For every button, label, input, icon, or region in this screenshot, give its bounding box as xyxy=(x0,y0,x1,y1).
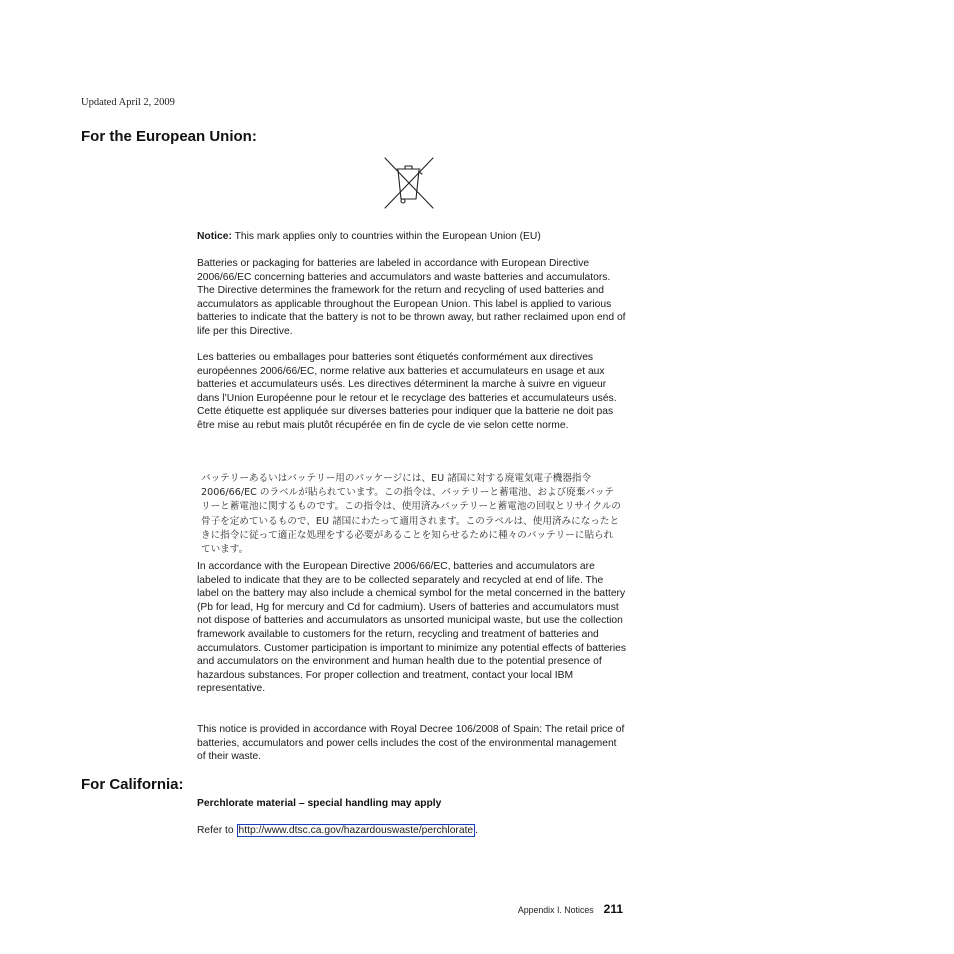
spain-decree-paragraph: This notice is provided in accordance with Royal Decree 106/2008 of Spain: The retail price of batteries, accumulators and power cells includes the cost of the environmental management of their waste. xyxy=(197,724,625,763)
california-heading: For California: xyxy=(81,776,184,793)
perchlorate-link[interactable]: http://www.dtsc.ca.gov/hazardouswaste/perchlorate xyxy=(238,825,474,836)
refer-line xyxy=(197,825,478,836)
refer-prefix: Refer to xyxy=(197,825,237,836)
eu-directive-paragraph-en: Batteries or packaging for batteries are labeled in accordance with European Directive 2006/66/EC concerning batteries and accumulators and waste batteries and accumulators. The Directive determines the framework for the return and recycling of used batteries and accumulators as applicable throughout the European Union. This label is applied to various batteries to indicate that the battery is not to be thrown away, but rather reclaimed upon end of life per this Directive. xyxy=(197,258,626,337)
page-number: 211 xyxy=(603,902,623,916)
eu-directive-paragraph-jp: バッテリーあるいはバッテリー用のパッケージには、EU 諸国に対する廃電気電子機器指令 2006/66/EC のラベルが貼られています。この指令は、バッテリーと蓄電池、および廃棄バッテリーと蓄電池に関するものです。この指令は、使用済みバッテリーと蓄電池の回収とリサイクルの骨子を定めているもので、EU 諸国にわたって適用されます。このラベルは、使用済みになったときに指令に従って適正な処理をする必要があることを知らせるために種々のバッテリーに貼られています。 xyxy=(201,473,622,556)
eu-heading: For the European Union: xyxy=(81,128,257,145)
perchlorate-notice: Perchlorate material – special handling may apply xyxy=(197,798,442,809)
page-footer xyxy=(0,900,623,918)
notice xyxy=(197,230,627,244)
footer-section: Appendix I. Notices xyxy=(517,905,594,915)
notice-label: Notice: xyxy=(197,231,232,242)
eu-directive-paragraph-fr: Les batteries ou emballages pour batteries sont étiquetés conformément aux directives européennes 2006/66/EC, norme relative aux batteries et accumulateurs en usage et aux batteries et accumulateurs usés. Les directives déterminent la marche à suivre en vigueur dans l’Union Européenne pour le retour et le recyclage des batteries et accumulateurs usés. Cette étiquette est appliquée sur diverses batteries pour indiquer que la batterie ne doit pas être mise au rebut mais plutôt récupérée en fin de cycle de vie selon cette norme. xyxy=(197,352,617,431)
battery-collection-paragraph: In accordance with the European Directive 2006/66/EC, batteries and accumulators are labeled to indicate that they are to be collected separately and recycled at end of life. The label on the battery may also include a chemical symbol for the metal concerned in the battery (Pb for lead, Hg for mercury and Cd for cadmium). Users of batteries and accumulators must not dispose of batteries and accumulators as unsorted municipal waste, but use the collection framework available to customers for the return, recycling and treatment of batteries and accumulators. Customer participation is important to minimize any potential effects of batteries and accumulators on the environment and human health due to the potential presence of hazardous substances. For proper collection and treatment, contact your local IBM representative. xyxy=(197,561,627,695)
refer-suffix: . xyxy=(475,825,479,836)
notice-text: This mark applies only to countries within the European Union (EU) xyxy=(231,231,541,242)
updated-date: Updated April 2, 2009 xyxy=(81,97,175,108)
crossed-out-wheelie-bin-icon xyxy=(383,156,435,210)
